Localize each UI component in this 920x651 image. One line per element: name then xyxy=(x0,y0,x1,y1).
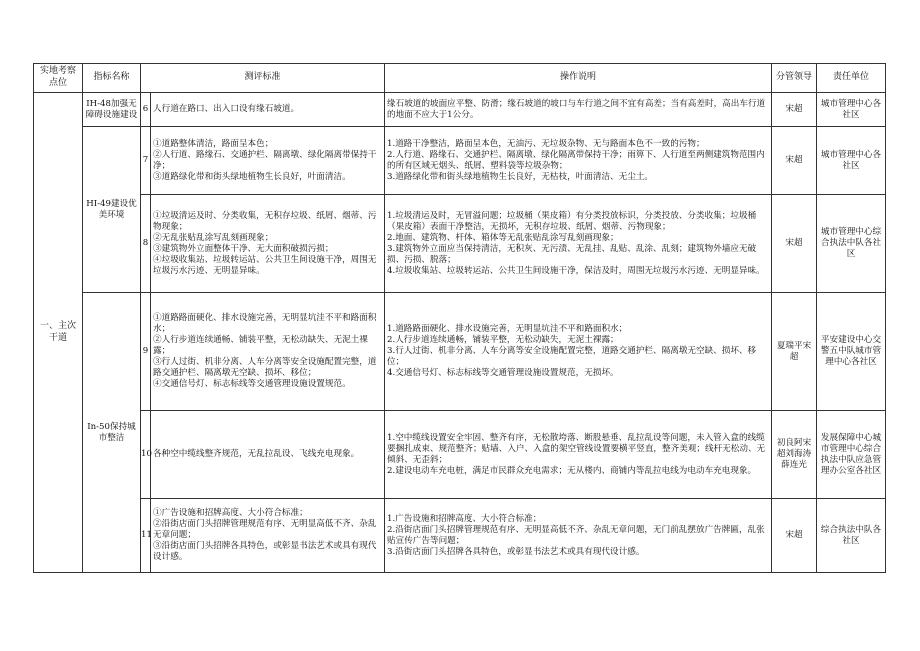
leader-cell: 宋超 xyxy=(772,93,817,127)
header-leader: 分管领导 xyxy=(772,64,817,93)
criteria-cell: ①道路整体清洁，路面呈本色； ②人行道、路缘石、交通护栏、隔离墩、绿化隔离带保持干净； ③道路绿化带和街头绿地植物生长良好，叶面清洁。 xyxy=(151,127,385,195)
table-row xyxy=(34,195,886,293)
unit-cell: 综合执法中队各社区 xyxy=(817,499,886,573)
criteria-cell: ①道路路面硬化、排水设施完善，无明显坑洼不平和路面积水； ②人行步道连续通畅、铺装平整，无松动缺失、无泥土裸露； ③行人过街、机非分离、人车分离等安全设施配置完整，道路交通护栏、隔离墩无空缺、损坏、移位； ④交通信号灯、标志标线等交通管理设施设置规范。 xyxy=(151,293,385,411)
criteria-cell: ①广告设施和招牌高度、大小符合标准； ②沿街店面门头招牌管理规范有序、无明显高低不齐、杂乱无章问题； ③沿街店面门头招牌各具特色，或彰显书法艺术或具有现代设计感。 xyxy=(151,499,385,573)
indicator-cell: HI-49建设优美环境 xyxy=(83,127,141,293)
operation-cell: 1.垃圾清运及时，无冒溢问题；垃圾桶（果皮箱）有分类投放标识，分类投放、分类收集；垃圾桶（果皮箱）表面干净整洁，无损坏，无积存垃圾、纸屑、烟蒂、污物现象； 2.地面、建筑物、杆体、箱体等无乱张贴乱涂写乱刻画现象； 3.建筑物外立面应当保持清洁，无积灰、无污渍、无乱挂、乱贴、乱涂、乱刻；建筑物外墙应无破损、污损、脱落； 4.垃圾收集站、垃圾转运站、公共卫生间设施干净，保洁及时，周围无垃圾污水污迹、无明显异味。 xyxy=(385,195,772,293)
table-row xyxy=(34,411,886,499)
header-row xyxy=(34,64,886,93)
unit-cell: 城市管理中心各社区 xyxy=(817,127,886,195)
criteria-cell: 各种空中缆线整齐规范，无乱拉乱设、飞线充电现象。 xyxy=(151,411,385,499)
row-number: 9 xyxy=(141,293,151,411)
leader-cell: 初良阿宋超刘海涛薛连光 xyxy=(772,411,817,499)
unit-cell: 城市管理中心各社区 xyxy=(817,93,886,127)
unit-cell: 发展保障中心城市管理中心综合执法中队应急管理办公室各社区 xyxy=(817,411,886,499)
row-number: 11 xyxy=(141,499,151,573)
row-number: 7 xyxy=(141,127,151,195)
operation-cell: 1.空中缆线设置安全牢固、整齐有序，无松散垮落、断股悬垂、乱拉乱设等问题，未入管入盒的线缆要捆扎成束、规范整齐；贴墙、入户、入盒的架空管线设置要横平竖直，整齐美观；线杆无松动、无倾斜、无歪斜； 2.建设电动车充电桩，满足市民群众充电需求；无从楼内、商铺内等乱拉电线为电动车充电现象。 xyxy=(385,411,772,499)
leader-cell: 宋超 xyxy=(772,195,817,293)
operation-cell: 1.广告设施和招牌高度、大小符合标准； 2.沿街店面门头招牌管理规范有序、无明显高低不齐、杂乱无章问题，无门前乱摆放广告牌匾，乱张贴宣传广告等问题； 3.沿街店面门头招牌各具特色，或彰显书法艺术或具有现代设计感。 xyxy=(385,499,772,573)
leader-cell: 夏瑞平宋超 xyxy=(772,293,817,411)
header-point: 实地考察点位 xyxy=(34,64,83,93)
operation-cell: 1.道路路面硬化、排水设施完善，无明显坑洼不平和路面积水； 2.人行步道连续通畅，铺装平整，无松动缺失，无泥土裸露； 3.行人过街、机非分离、人车分离等安全设施配置完整，道路交通护栏、隔离墩无空缺、损坏、移位； 4.交通信号灯、标志标线等交通管理设施设置规范，无损坏。 xyxy=(385,293,772,411)
header-indicator: 指标名称 xyxy=(83,64,141,93)
indicator-cell: In-50保持城市整洁 xyxy=(83,293,141,573)
table-row xyxy=(34,93,886,127)
leader-cell: 宋超 xyxy=(772,499,817,573)
criteria-cell: ①垃圾清运及时、分类收集，无积存垃圾、纸屑、烟蒂、污物现象； ②无乱张贴乱涂写乱刻画现象； ③建筑物外立面整体干净、无大面积破损污损； ④垃圾收集站、垃圾转运站、公共卫生间设施干净，周围无垃圾污水污迹、无明显异味。 xyxy=(151,195,385,293)
operation-cell: 1.道路干净整洁，路面呈本色，无油污、无垃圾杂物、无与路面本色不一致的污物； 2.人行道、路缘石、交通护栏、隔离墩、绿化隔离带保持干净；雨箅下、人行道至两侧建筑物范围内的所有区域无烟头、纸屑、塑料袋等垃圾杂物； 3.道路绿化带和街头绿地植物生长良好，无枯枝，叶面清洁、无尘土。 xyxy=(385,127,772,195)
leader-cell: 宋超 xyxy=(772,127,817,195)
operation-cell: 缘石坡道的坡面应平整、防滑；缘石坡道的坡口与车行道之间不宜有高差；当有高差时，高出车行道的地面不应大于1公分。 xyxy=(385,93,772,127)
header-unit: 责任单位 xyxy=(817,64,886,93)
table-row xyxy=(34,127,886,195)
unit-cell: 平安建设中心交警五中队城市管理中心各社区 xyxy=(817,293,886,411)
row-number: 8 xyxy=(141,195,151,293)
table-row xyxy=(34,499,886,573)
indicator-cell: IH-48加强无障碍设施建设 xyxy=(83,93,141,127)
header-criteria: 测评标准 xyxy=(141,64,385,93)
evaluation-table xyxy=(33,63,886,573)
unit-cell: 城市管理中心综合执法中队各社区 xyxy=(817,195,886,293)
section-cell: 一、主次干道 xyxy=(34,93,83,573)
table-row xyxy=(34,293,886,411)
row-number: 6 xyxy=(141,93,151,127)
criteria-cell: 人行道在路口、出入口设有缘石坡道。 xyxy=(151,93,385,127)
header-operation: 操作说明 xyxy=(385,64,772,93)
row-number: 10 xyxy=(141,411,151,499)
